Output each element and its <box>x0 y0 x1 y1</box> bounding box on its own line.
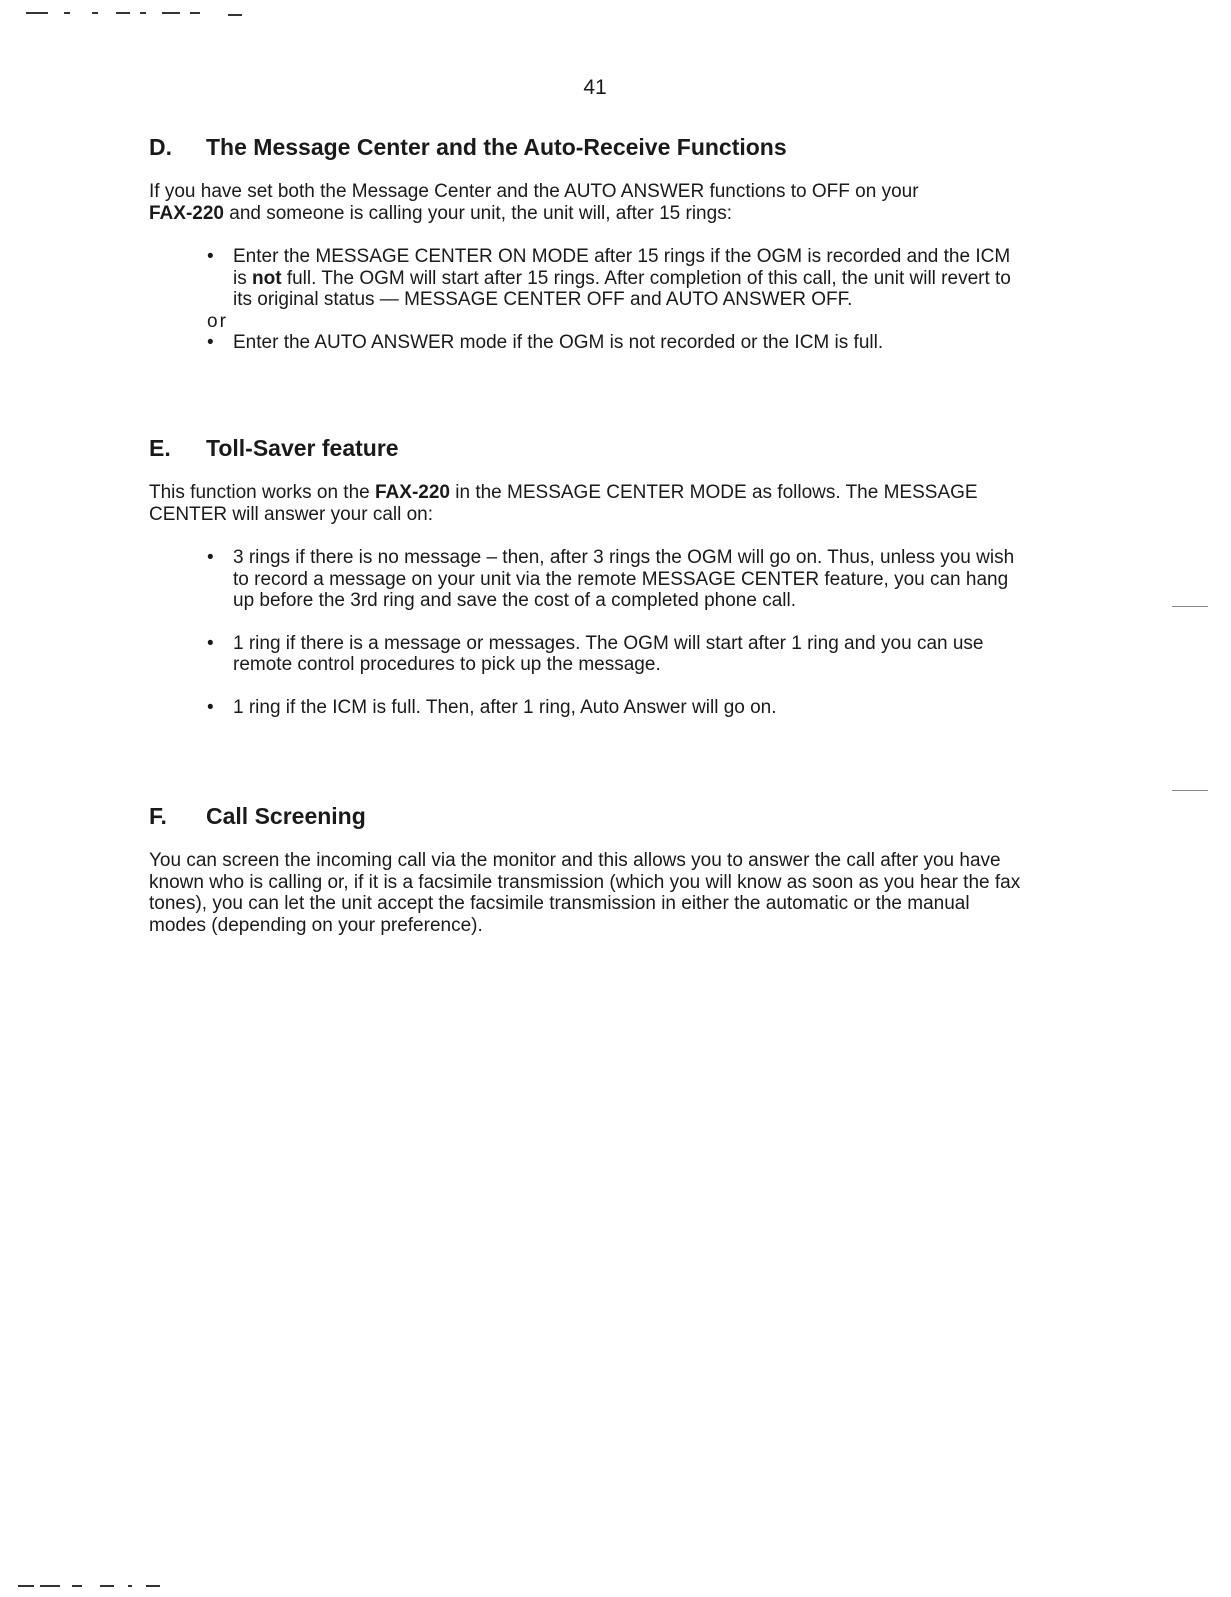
page-number: 41 <box>583 76 607 99</box>
list-item-text: Enter the MESSAGE CENTER ON MODE after 15 rings if the OGM is recorded and the ICM is <box>233 246 1011 289</box>
bullet-glyph: • <box>207 332 214 353</box>
scan-artifact-top <box>64 12 70 14</box>
section-f-body: You can screen the incoming call via the monitor and this allows you to answer the call after you have known who is calling or, if it is a facsimile transmission (which you will know as soon as you hear the fax tones), you can let the unit accept the facsimile transmission in either the automatic or the manual modes (depending on your preference). <box>149 850 1021 936</box>
or-separator: or <box>207 310 228 332</box>
list-item <box>149 633 1029 676</box>
list-item-text: 1 ring if the ICM is full. Then, after 1 ring, Auto Answer will go on. <box>233 696 777 718</box>
model-name: FAX-220 <box>375 482 450 503</box>
scan-artifact-top <box>92 12 98 14</box>
list-item <box>149 547 1029 612</box>
section-d-letter: D. <box>149 134 172 160</box>
list-item-text: 3 rings if there is no message – then, after 3 rings the OGM will go on. Thus, unless you wish to record a message on your unit via the remote MESSAGE CENTER feature, you can hang up before the 3rd ring and save the cost of a completed phone call. <box>233 547 1015 611</box>
list-item-text: 1 ring if there is a message or messages. The OGM will start after 1 ring and you can use remote control procedures to pick up the message. <box>233 632 984 675</box>
bullet-glyph: • <box>207 246 214 267</box>
scan-artifact-top <box>26 12 48 14</box>
scan-artifact-top <box>228 14 242 16</box>
scan-artifact-bottom <box>128 1585 132 1587</box>
scan-artifact-top <box>140 12 146 14</box>
scan-artifact-bottom <box>100 1585 114 1587</box>
emphasis-text: not <box>252 267 282 289</box>
list-item <box>149 697 1029 719</box>
section-e-list <box>149 547 1029 718</box>
model-name: FAX-220 <box>149 202 224 224</box>
scan-artifact-bottom <box>18 1585 34 1587</box>
list-item-text-2: full. The OGM will start after 15 rings. After completion of this call, the unit will revert to its original status — MESSAGE CENTER OFF and AUTO ANSWER OFF. <box>233 267 1011 310</box>
bullet-glyph: • <box>207 696 214 718</box>
scan-artifact-top <box>116 12 130 14</box>
list-item <box>149 246 1029 311</box>
section-d <box>149 134 1029 354</box>
scan-artifact-bottom <box>146 1585 160 1587</box>
scan-artifact-top <box>190 12 200 14</box>
bullet-glyph: • <box>207 632 214 654</box>
section-d-list-2 <box>149 332 1029 354</box>
scan-artifact-bottom <box>40 1585 60 1587</box>
section-d-list <box>149 246 1029 311</box>
margin-mark <box>1172 790 1208 791</box>
section-d-intro <box>149 181 1029 224</box>
section-d-heading <box>149 134 1029 161</box>
section-d-title: The Message Center and the Auto-Receive Functions <box>206 134 787 160</box>
section-e-heading <box>149 435 1029 462</box>
section-e-intro <box>149 482 1029 525</box>
list-item <box>149 332 1029 354</box>
section-f-heading <box>149 803 1024 830</box>
section-e-letter: E. <box>149 435 171 461</box>
section-e <box>149 435 1029 718</box>
list-item-text: Enter the AUTO ANSWER mode if the OGM is not recorded or the ICM is full. <box>233 332 884 353</box>
scan-artifact-top <box>162 12 180 14</box>
section-e-intro-text-2: in the MESSAGE CENTER MODE as follows. The MESSAGE CENTER will answer your call on: <box>149 482 978 525</box>
section-f-letter: F. <box>149 803 167 829</box>
section-f <box>149 803 1024 936</box>
section-e-intro-text: This function works on the <box>149 482 375 503</box>
margin-mark <box>1172 606 1208 607</box>
section-d-intro-text: If you have set both the Message Center and the AUTO ANSWER functions to OFF on your <box>149 181 919 202</box>
bullet-glyph: • <box>207 547 214 568</box>
section-f-title: Call Screening <box>206 803 366 829</box>
section-d-intro-text-2: and someone is calling your unit, the unit will, after 15 rings: <box>223 202 732 224</box>
scan-artifact-bottom <box>72 1585 82 1587</box>
section-e-title: Toll-Saver feature <box>206 435 399 461</box>
